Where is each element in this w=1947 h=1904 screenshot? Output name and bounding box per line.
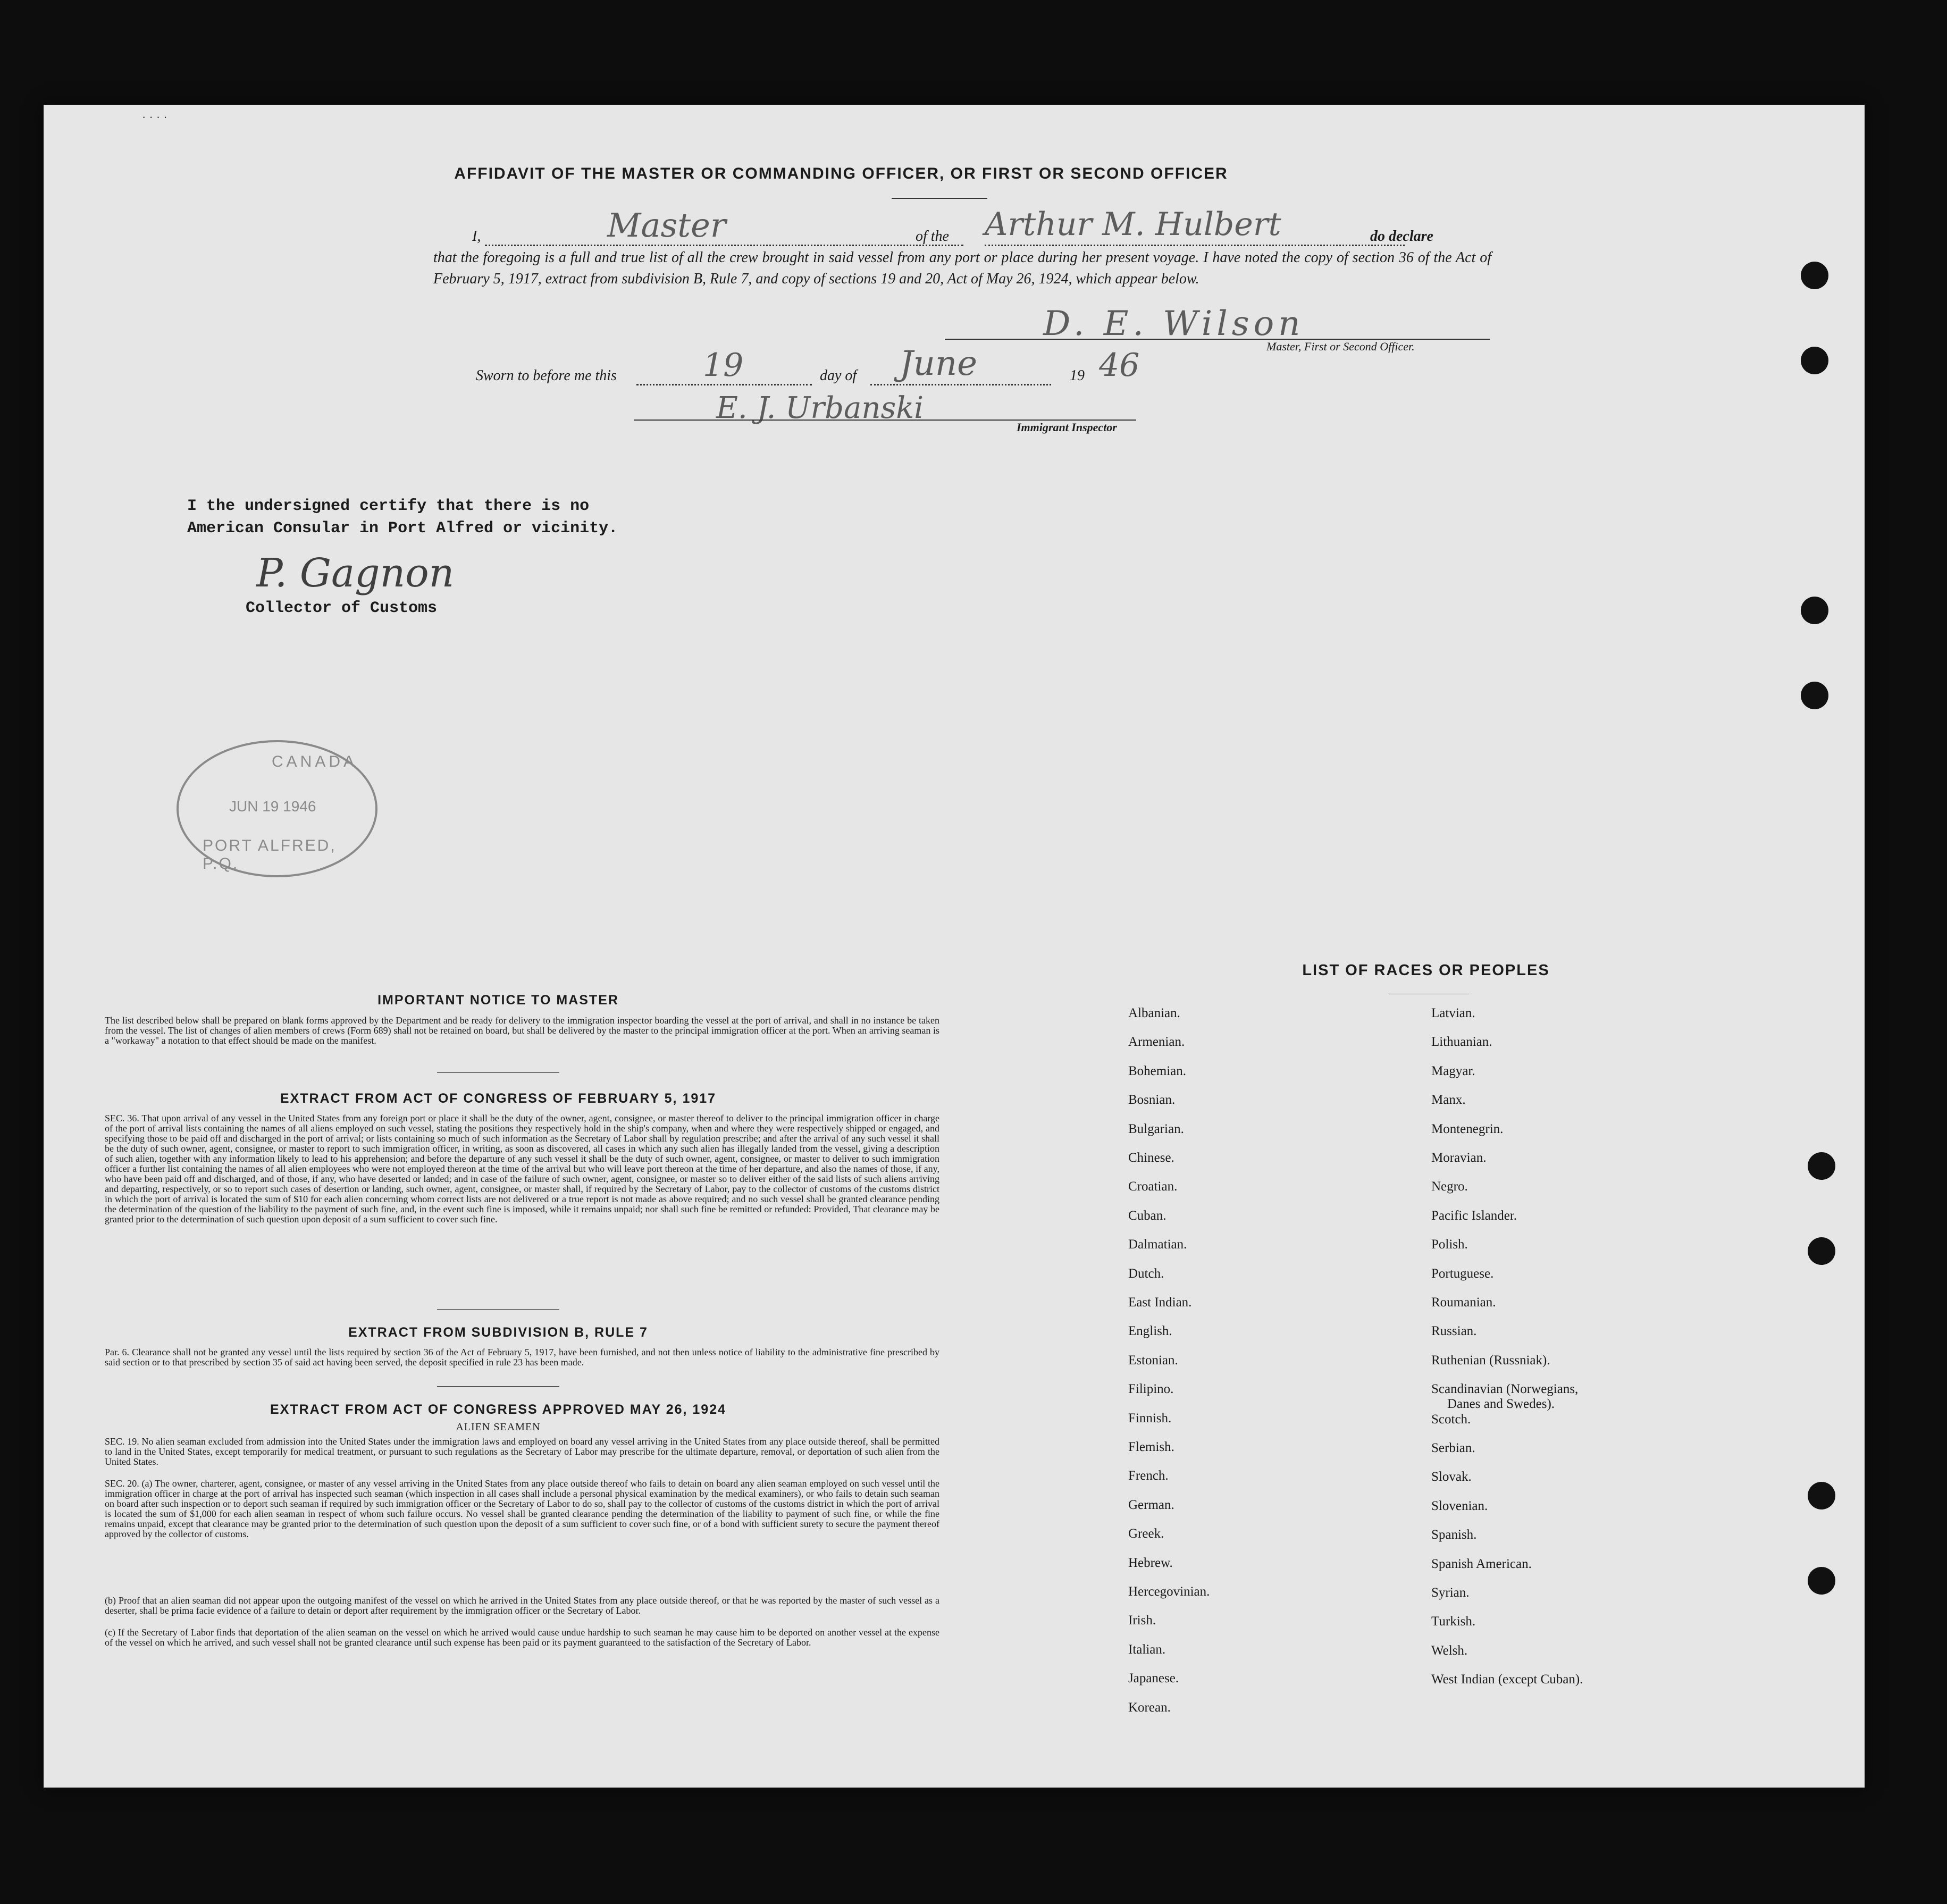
i-label: I, bbox=[472, 228, 481, 245]
race-item-left: Armenian. bbox=[1128, 1035, 1185, 1049]
punch-hole bbox=[1801, 597, 1828, 624]
race-item-left: Dutch. bbox=[1128, 1266, 1164, 1281]
race-item-left: Japanese. bbox=[1128, 1671, 1179, 1685]
punch-hole bbox=[1801, 262, 1828, 289]
handwritten-rank: Master bbox=[607, 206, 726, 245]
race-item-right: Roumanian. bbox=[1431, 1295, 1496, 1310]
affidavit-title: AFFIDAVIT OF THE MASTER OR COMMANDING OFFICER, OR FIRST OR SECOND OFFICER bbox=[454, 165, 1228, 182]
race-item-right: Scandinavian (Norwegians, bbox=[1431, 1382, 1579, 1396]
month-line bbox=[870, 384, 1051, 385]
race-scandinavian-continuation: Danes and Swedes). bbox=[1447, 1397, 1555, 1411]
punch-hole bbox=[1801, 347, 1828, 374]
sworn-label: Sworn to before me this bbox=[476, 367, 617, 384]
year-prefix: 19 bbox=[1070, 367, 1085, 384]
notice-body: The list described below shall be prepared on blank forms approved by the Department and be ready for delivery to the immigration inspector boarding the vessel at the port of arrival, and shall in no instance be taken from the vessel. The list of changes of alien members of crews (Form 689) shall not be retained on board, but shall be delivered by the master to the principal immigration officer at the port. When an arriving seaman is a "workaway" a notation to that effect should be made on the manifest. bbox=[105, 1015, 939, 1046]
race-item-left: Estonian. bbox=[1128, 1353, 1178, 1368]
race-item-left: Irish. bbox=[1128, 1613, 1156, 1628]
master-signature: D. E. Wilson bbox=[1043, 304, 1305, 343]
race-item-right: Russian. bbox=[1431, 1324, 1477, 1338]
race-item-right: Portuguese. bbox=[1431, 1266, 1494, 1281]
extract-1917-body: SEC. 36. That upon arrival of any vessel in the United States from any foreign port or place it shall be the duty of the owner, agent, consignee, or master thereof to deliver to the principal immigration officer in charge of the port of arrival lists containing the names of all aliens employed on such vessel, stating the positions they respectively hold in the ship's company, when and where they were respectively shipped or engaged, and specifying those to be paid off and discharged in the port of arrival; or lists containing so much of such information as the Secretary of Labor shall by regulation prescribe; and after the arrival of any such vessel it shall be the duty of such owner, agent, consignee, or master to report to such immigration officer, in writing, as soon as discovered, all cases in which any such alien has illegally landed from the vessel, giving a description of such alien, together with any information likely to lead to his apprehension; and before the departure of any such vessel it shall be the duty of such owner, agent, consignee, or master to deliver to such immigration officer a further list containing the names of all alien employees who were not employed thereon at the time of the arrival but who will leave port thereon at the time of her departure, and also the names of those, if any, who have been paid off and discharged, and of those, if any, who have deserted or landed; and in case of the failure of such owner, agent, consignee, or master so to deliver either of the said lists of such aliens arriving and departing, respectively, or so to report such cases of desertion or landing, such owner, agent, consignee, or master shall, if required by the Secretary of Labor, pay to the collector of customs of the customs district in which the port of arrival is located the sum of $10 for each alien concerning whom correct lists are not delivered or a true report is not made as above required; and no such vessel shall be granted clearance pending the determination of the question of the liability to the payment of such fine, and, in the event such fine is imposed, while it remains unpaid; nor shall such fine be remitted or refunded: Provided, That clearance may be granted prior to the determination of such question upon deposit of a sum sufficient to cover such fine. bbox=[105, 1113, 939, 1224]
race-item-right: Magyar. bbox=[1431, 1064, 1475, 1078]
races-title: LIST OF RACES OR PEOPLES bbox=[1302, 962, 1550, 979]
stamp-bottom-text: PORT ALFRED, P.Q. bbox=[203, 837, 337, 873]
rule7-body: Par. 6. Clearance shall not be granted any vessel until the lists required by section 36 of the Act of February 5, 1917, have been furnished, and not then unless notice of liability to the administrative fine prescribed by said section or to that prescribed by section 35 of said act having been served, the deposit specified in rule 23 has been made. bbox=[105, 1347, 939, 1368]
handwritten-year: 46 bbox=[1099, 347, 1140, 384]
notice-divider bbox=[437, 1072, 559, 1073]
race-item-right: Turkish. bbox=[1431, 1614, 1476, 1629]
day-of-label: day of bbox=[820, 367, 857, 384]
punch-hole bbox=[1808, 1237, 1835, 1265]
race-item-right: Welsh. bbox=[1431, 1643, 1468, 1658]
sec20c-body: (c) If the Secretary of Labor finds that deportation of the alien seaman on the vessel on which he arrived would cause undue hardship to such seaman he may cause him to be deported on another vessel at the expense of the vessel on which he arrived, and such vessel shall not be granted clearance until such expense has been paid or its payment guaranteed to the satisfaction of the Secretary of Labor. bbox=[105, 1627, 939, 1648]
certification-line-2: American Consular in Port Alfred or vicinity. bbox=[187, 519, 618, 538]
collector-signature: P. Gagnon bbox=[256, 550, 455, 596]
do-declare-label: do declare bbox=[1370, 228, 1433, 245]
race-item-right: Lithuanian. bbox=[1431, 1035, 1492, 1049]
rank-line bbox=[485, 245, 963, 246]
race-item-right: Moravian. bbox=[1431, 1151, 1487, 1165]
title-divider bbox=[892, 198, 987, 199]
race-item-left: Dalmatian. bbox=[1128, 1237, 1187, 1252]
race-item-right: Polish. bbox=[1431, 1237, 1468, 1252]
race-item-right: Ruthenian (Russniak). bbox=[1431, 1353, 1550, 1368]
race-item-left: Italian. bbox=[1128, 1642, 1166, 1657]
race-item-left: Croatian. bbox=[1128, 1179, 1178, 1194]
race-item-left: Bulgarian. bbox=[1128, 1122, 1184, 1136]
sec20b-body: (b) Proof that an alien seaman did not appear upon the outgoing manifest of the vessel on which he arrived in the United States from any place outside thereof, or that he was reported by the master of such vessel as a deserter, shall be prima facie evidence of a failure to detain or deport after requirement by the immigration officer or the Secretary of Labor. bbox=[105, 1595, 939, 1616]
race-item-right: Slovak. bbox=[1431, 1470, 1472, 1484]
of-the-label: of the bbox=[916, 228, 949, 245]
race-item-left: Filipino. bbox=[1128, 1382, 1174, 1396]
race-item-left: Hebrew. bbox=[1128, 1556, 1173, 1570]
corner-mark-left: · · · · bbox=[142, 110, 167, 123]
race-item-left: Flemish. bbox=[1128, 1440, 1174, 1454]
race-item-left: German. bbox=[1128, 1498, 1174, 1512]
race-item-left: French. bbox=[1128, 1469, 1169, 1483]
punch-hole bbox=[1808, 1482, 1835, 1509]
handwritten-vessel-name: Arthur M. Hulbert bbox=[985, 206, 1281, 243]
race-item-right: Montenegrin. bbox=[1431, 1122, 1504, 1136]
vessel-line bbox=[985, 245, 1405, 246]
race-item-right: Pacific Islander. bbox=[1431, 1209, 1517, 1223]
race-item-left: Albanian. bbox=[1128, 1006, 1180, 1020]
race-item-right: Scotch. bbox=[1431, 1412, 1471, 1427]
extract-1917-divider bbox=[437, 1309, 559, 1310]
inspector-caption: Immigrant Inspector bbox=[1017, 421, 1117, 434]
document-page bbox=[44, 105, 1865, 1788]
signature-caption: Master, First or Second Officer. bbox=[1266, 340, 1415, 353]
race-item-right: Slovenian. bbox=[1431, 1499, 1488, 1513]
handwritten-month: June bbox=[900, 344, 977, 383]
stamp-top-text: CANADA bbox=[272, 753, 358, 770]
rule7-title: EXTRACT FROM SUBDIVISION B, RULE 7 bbox=[348, 1325, 648, 1340]
sec20a-body: SEC. 20. (a) The owner, charterer, agent, consignee, or master of any vessel arriving in the United States from any place outside thereof who fails to detain on board any alien seaman employed on such vessel until the immigration officer in charge at the port of arrival has inspected such seaman (which inspection in all cases shall include a personal physical examination by the medical examiners), or who fails to detain such seaman on board after such inspection or to deport such seaman if required by such immigration officer or the Secretary of Labor to do so, shall pay to the collector of customs of the customs district in which the port of arrival is located the sum of $1,000 for each alien seaman in respect of whom such failure occurs. No vessel shall be granted clearance pending the determination of the liability to payment of such fine, or while the fine remains unpaid, except that clearance may be granted prior to the determination of such question upon the deposit of a sum sufficient to cover such fine, or of a bond with sufficient surety to secure the payment thereof approved by the collector of customs. bbox=[105, 1478, 939, 1539]
race-item-right: Latvian. bbox=[1431, 1006, 1475, 1020]
inspector-signature: E. J. Urbanski bbox=[716, 391, 924, 425]
race-item-left: Cuban. bbox=[1128, 1209, 1166, 1223]
race-item-right: Syrian. bbox=[1431, 1586, 1470, 1600]
race-item-right: Manx. bbox=[1431, 1093, 1466, 1107]
day-line bbox=[636, 384, 812, 385]
handwritten-day: 19 bbox=[703, 347, 744, 384]
stamp-date: JUN 19 1946 bbox=[229, 798, 316, 815]
race-item-left: Bohemian. bbox=[1128, 1064, 1187, 1078]
extract-1924-title: EXTRACT FROM ACT OF CONGRESS APPROVED MAY 26, 1924 bbox=[270, 1402, 727, 1417]
race-item-left: English. bbox=[1128, 1324, 1172, 1338]
extract-1924-subtitle: ALIEN SEAMEN bbox=[456, 1421, 541, 1433]
race-item-left: Bosnian. bbox=[1128, 1093, 1176, 1107]
race-item-left: Greek. bbox=[1128, 1526, 1164, 1541]
sec19-body: SEC. 19. No alien seaman excluded from admission into the United States under the immigration laws and employed on board any vessel arriving in the United States from any place outside thereof, shall be permitted to land in the United States, except temporarily for medical treatment, or pursuant to such regulations as the Secretary of Labor may prescribe for the ultimate departure, removal, or deportation of such alien from the United States. bbox=[105, 1436, 939, 1467]
punch-hole bbox=[1801, 682, 1828, 709]
notice-title: IMPORTANT NOTICE TO MASTER bbox=[377, 993, 619, 1008]
race-item-right: Negro. bbox=[1431, 1179, 1468, 1194]
collector-caption: Collector of Customs bbox=[246, 599, 438, 617]
race-item-right: West Indian (except Cuban). bbox=[1431, 1672, 1583, 1687]
race-item-right: Spanish. bbox=[1431, 1528, 1477, 1542]
punch-hole bbox=[1808, 1567, 1835, 1595]
race-item-left: Finnish. bbox=[1128, 1411, 1172, 1425]
race-item-right: Serbian. bbox=[1431, 1441, 1475, 1455]
race-item-left: East Indian. bbox=[1128, 1295, 1192, 1310]
declaration-body: that the foregoing is a full and true list of all the crew brought in said vessel from any port or place during her present voyage. I have noted the copy of section 36 of the Act of February 5, 1917, extract from subdivision B, Rule 7, and copy of sections 19 and 20, Act of May 26, 1924, which appear below. bbox=[433, 249, 1491, 287]
race-item-left: Hercegovinian. bbox=[1128, 1584, 1210, 1599]
customs-stamp bbox=[177, 740, 377, 877]
punch-hole bbox=[1808, 1152, 1835, 1180]
race-item-left: Chinese. bbox=[1128, 1151, 1174, 1165]
race-item-right: Spanish American. bbox=[1431, 1557, 1532, 1571]
race-item-left: Korean. bbox=[1128, 1700, 1171, 1715]
certification-line-1: I the undersigned certify that there is no bbox=[187, 497, 590, 515]
rule7-divider bbox=[437, 1386, 559, 1387]
extract-1917-title: EXTRACT FROM ACT OF CONGRESS OF FEBRUARY 5, 1917 bbox=[280, 1091, 717, 1106]
